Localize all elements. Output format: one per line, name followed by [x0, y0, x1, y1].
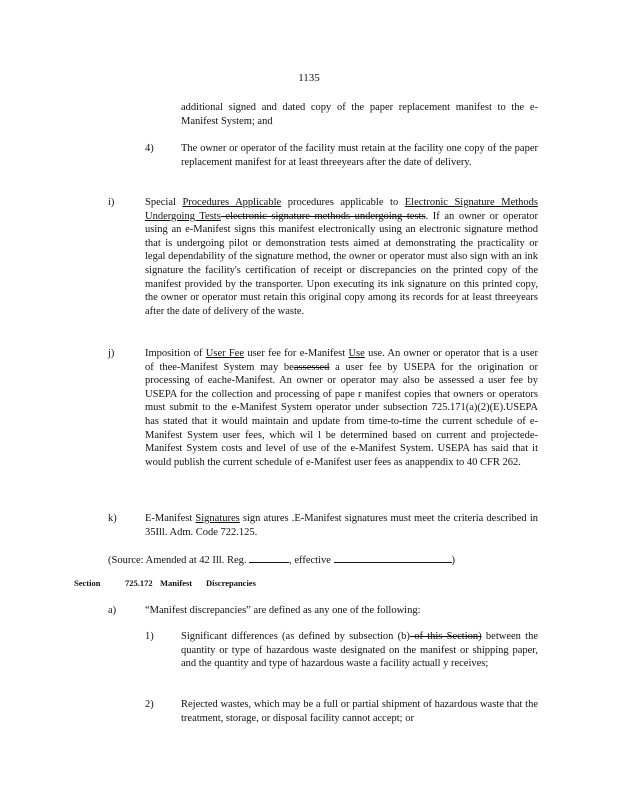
item-i-lead-2: procedures applicable to: [281, 197, 405, 208]
section-number: 725.172: [125, 578, 153, 588]
item-i-deleted-text: electronic signature methods undergoing tests: [220, 210, 426, 222]
item-k-inserted: Signatures: [195, 513, 240, 524]
item-k-body: sign atures .E-Manifest signatures must meet the criteria described in 35Ill. Adm. Code 722.125.: [145, 513, 538, 538]
item-a1-lead: Significant differences (as defined by subsection (b): [181, 631, 410, 642]
source-note: [108, 551, 538, 568]
item-4-text: The owner or operator of the facility must retain at the facility one copy of the paper replacement manifest for at least threeyears after the date of delivery.: [181, 143, 538, 168]
item-a-label: a): [108, 605, 117, 616]
continuation-paragraph: [181, 101, 538, 128]
item-a1-body: between the quantity or type of hazardous waste designated on the manifest or shipping paper, and the quantity and type of hazardous waste a facility actuall y receives;: [181, 631, 538, 670]
item-a1-deleted-text: of this Section): [409, 631, 482, 642]
continuation-text-a: additional signed and dated copy of th: [181, 102, 360, 113]
item-j-inserted-2: Use: [348, 348, 365, 359]
effective-date-blank: [334, 551, 452, 563]
section-title-word-2: Discrepancies: [206, 578, 256, 588]
item-j-body: a user fee by USEPA for the origination or processing of eache-Manifest. An owner or operator may also be assessed a user fee by USEPA for the collection and processing of pape r manifest copies that owners or operators must submit to the e-Manifest System operator under subsection 725.171(a)(2)(E).USEPA has stated that it would maintain and update from time-to-time the current schedule of e-Manifest System user fees, which wil l be determined based on current and projectede-Manifest System costs and level of use of the e-Manifest System. USEPA has said that it would publish the current schedule of e-Manifest user fees as anappendix to 40 CFR 262.: [145, 361, 538, 468]
source-note-text: (Source: Amended at 42 Ill. Reg.: [108, 555, 247, 566]
item-a2-text: Rejected wastes, which may be a full or partial shipment of hazardous waste that the treatment, storage, or disposal facility cannot accept; or: [181, 699, 538, 724]
item-j-lead-2: user fee for e-Manifest: [244, 348, 349, 359]
section-word: Section: [74, 578, 101, 588]
item-i-inserted-heading-2: Electronic Signature Methods Undergoing Tests: [145, 197, 539, 222]
item-4-label: 4): [145, 143, 154, 154]
item-j-label: j): [108, 348, 115, 359]
continuation-text-b: e paper replacement manifest to the e-Manifest System; and: [181, 102, 538, 127]
section-title-word-1: Manifest: [160, 578, 193, 588]
item-i-lead: Special: [145, 197, 183, 208]
item-j-inserted-1: User Fee: [205, 348, 245, 359]
item-a-text: “Manifest discrepancies” are defined as any one of the following:: [145, 605, 421, 616]
register-page-blank: [249, 551, 289, 563]
item-i-body: . If an owner or operator using an e-Manifest signs this manifest electronically using an electronic signature method that is undergoing pilot or demonstration tests aimed at demonstrating the practicality or legal dependability of the signature method, the owner or operator must also sign with an ink signature the facility's certification of receipt or discrepancies on the printed copy of the manifest provided by the transporter. Upon executing its ink signature on this printed copy, the owner or operator must retain this original copy among its records for at least threeyears after the date of delivery of the waste.: [145, 210, 539, 317]
source-note-effective: , effective: [289, 555, 331, 566]
item-j-lead-3: use. An owner or operator that is a user of thee-Manifest System may be: [145, 348, 538, 373]
item-k-lead: E-Manifest: [145, 513, 196, 524]
item-j-deleted-text: assessed: [293, 361, 330, 373]
item-k-label: k): [108, 513, 117, 524]
item-i-paragraph: [145, 196, 538, 318]
item-k-paragraph: [145, 512, 538, 539]
item-a1-paragraph: [181, 630, 538, 671]
item-j-lead: Imposition of: [145, 348, 206, 359]
item-i-label: i): [108, 197, 115, 208]
item-a2-label: 2): [145, 699, 154, 710]
source-note-close: ): [451, 555, 456, 566]
item-j-paragraph: [145, 347, 538, 469]
item-a1-label: 1): [145, 631, 154, 642]
page-number: 1135: [298, 72, 320, 84]
item-i-inserted-heading: Procedures Applicable: [182, 197, 282, 208]
